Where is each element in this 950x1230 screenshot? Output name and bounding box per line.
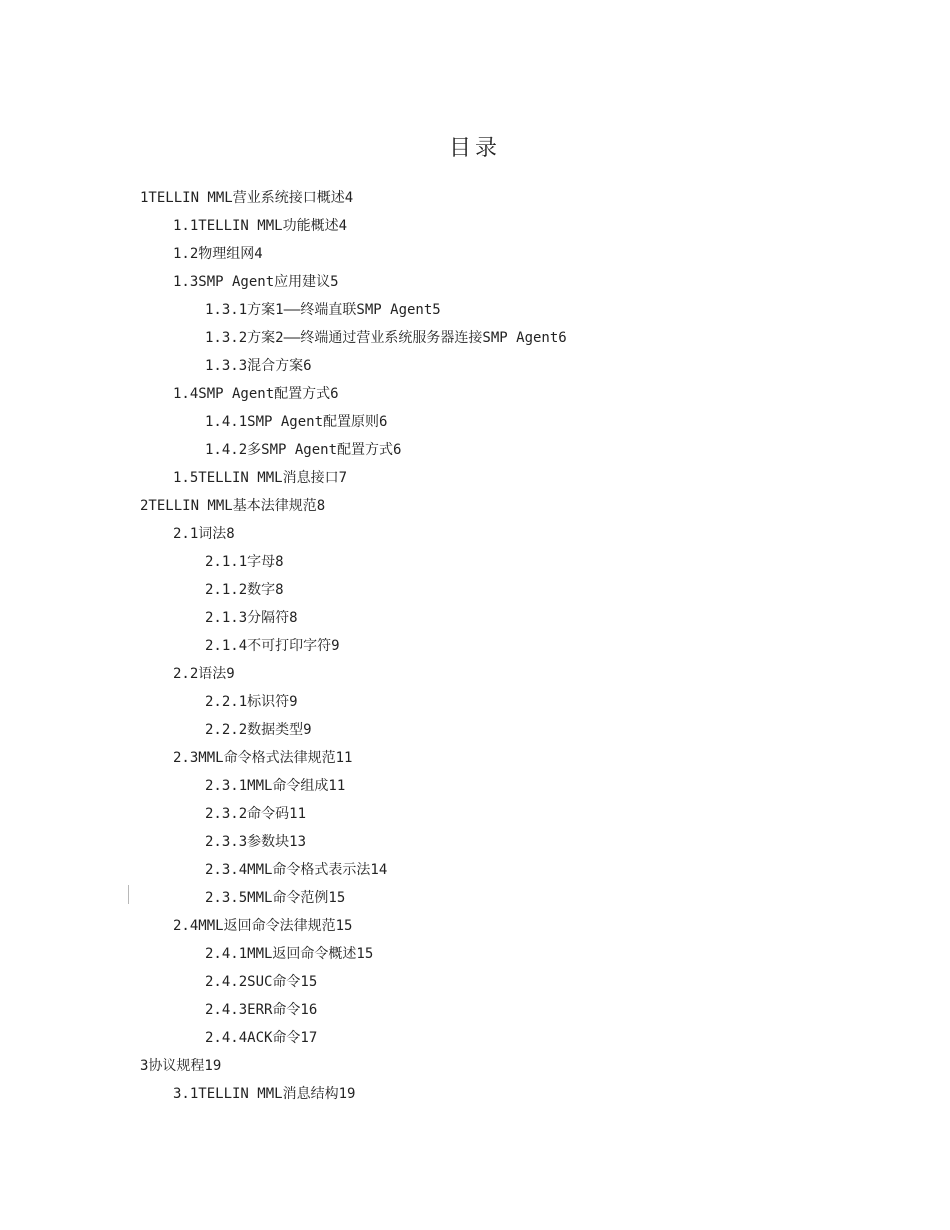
toc-entry[interactable]: 3协议规程19 [140, 1058, 222, 1074]
toc-entry[interactable]: 1.3.1方案1——终端直联SMP Agent5 [205, 302, 441, 318]
toc-entry[interactable]: 2.4.1MML返回命令概述15 [205, 946, 374, 962]
toc-entry[interactable]: 2.1.3分隔符8 [205, 610, 298, 626]
toc-entry[interactable]: 3.1TELLIN MML消息结构19 [173, 1086, 356, 1102]
toc-entry[interactable]: 2.1词法8 [173, 526, 235, 542]
toc-entry[interactable]: 1.3.2方案2——终端通过营业系统服务器连接SMP Agent6 [205, 330, 567, 346]
toc-entry[interactable]: 1.4SMP Agent配置方式6 [173, 386, 339, 402]
toc-entry[interactable]: 2.3.3参数块13 [205, 834, 307, 850]
toc-list [140, 184, 840, 1108]
toc-entry[interactable]: 2.2语法9 [173, 666, 235, 682]
toc-entry[interactable]: 2.4.2SUC命令15 [205, 974, 318, 990]
toc-entry[interactable]: 1.2物理组网4 [173, 246, 263, 262]
toc-entry[interactable]: 2.3.4MML命令格式表示法14 [205, 862, 388, 878]
toc-entry[interactable]: 2.4.3ERR命令16 [205, 1002, 318, 1018]
toc-entry[interactable]: 2.3.2命令码11 [205, 806, 307, 822]
toc-entry[interactable]: 1.4.2多SMP Agent配置方式6 [205, 442, 402, 458]
toc-entry[interactable]: 1.3SMP Agent应用建议5 [173, 274, 339, 290]
toc-entry[interactable]: 2.3.5MML命令范例15 [205, 890, 346, 906]
toc-entry[interactable]: 2.4MML返回命令法律规范15 [173, 918, 353, 934]
toc-entry[interactable]: 2TELLIN MML基本法律规范8 [140, 498, 326, 514]
toc-entry[interactable]: 2.4.4ACK命令17 [205, 1030, 318, 1046]
toc-entry[interactable]: 2.1.2数字8 [205, 582, 284, 598]
toc-entry[interactable]: 1.4.1SMP Agent配置原则6 [205, 414, 388, 430]
toc-entry[interactable]: 2.2.1标识符9 [205, 694, 298, 710]
toc-entry[interactable]: 1.5TELLIN MML消息接口7 [173, 470, 348, 486]
toc-title: 目录 [448, 136, 501, 161]
toc-entry[interactable]: 2.2.2数据类型9 [205, 722, 312, 738]
text-cursor [128, 885, 129, 904]
toc-entry[interactable]: 1.3.3混合方案6 [205, 358, 312, 374]
toc-entry[interactable]: 1.1TELLIN MML功能概述4 [173, 218, 348, 234]
toc-entry[interactable]: 1TELLIN MML营业系统接口概述4 [140, 190, 354, 206]
toc-entry[interactable]: 2.1.1字母8 [205, 554, 284, 570]
toc-entry[interactable]: 2.1.4不可打印字符9 [205, 638, 340, 654]
toc-entry[interactable]: 2.3.1MML命令组成11 [205, 778, 346, 794]
toc-entry[interactable]: 2.3MML命令格式法律规范11 [173, 750, 353, 766]
